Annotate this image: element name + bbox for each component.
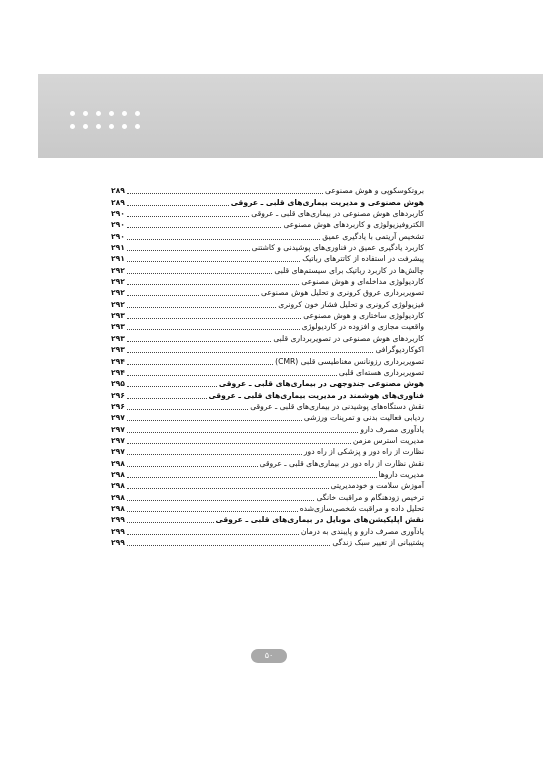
dot-leader (127, 477, 377, 478)
toc-entry-page: ۲۹۲ (111, 277, 125, 287)
toc-entry-title: نقش اپلیکیشن‌های موبایل در بیماری‌های قلبی ـ عروقی (215, 515, 424, 525)
dot-leader (127, 318, 301, 319)
toc-entry[interactable] (111, 298, 424, 309)
toc-entry-title: اکوکاردیوگرافی (375, 345, 424, 355)
toc-entry-title: تحلیل داده و مراقبت شخصی‌سازی‌شده (299, 503, 424, 513)
toc-entry-page: ۲۹۹ (111, 515, 125, 525)
dot-leader (127, 511, 298, 512)
toc-entry-page: ۲۹۳ (111, 311, 125, 321)
toc-entry-title: کاربردهای هوش مصنوعی در تصویربرداری قلبی (273, 333, 424, 343)
dot-leader (127, 250, 250, 251)
toc-entry[interactable] (111, 230, 424, 241)
toc-entry-title: بروتکوسکوپی و هوش مصنوعی (325, 186, 424, 196)
dot-leader (127, 216, 249, 217)
dot (70, 111, 75, 116)
toc-entry[interactable] (111, 423, 424, 434)
toc-entry-page: ۲۸۹ (111, 186, 125, 196)
toc-entry-title: کاربردهای هوش مصنوعی در بیماری‌های قلبی ـ عروقی (251, 209, 424, 219)
toc-entry[interactable] (111, 208, 424, 219)
dot-leader (127, 409, 248, 410)
toc-entry[interactable] (111, 503, 424, 514)
toc-entry-page: ۲۹۵ (111, 379, 125, 389)
toc-entry-title: واقعیت مجازی و افزوده در کاردیولوژی (301, 322, 424, 332)
toc-entry-page: ۲۹۳ (111, 333, 125, 343)
toc-entry[interactable] (111, 514, 424, 525)
toc-entry-page: ۲۹۴ (111, 367, 125, 377)
toc-entry-title: تصویربرداری رزونانس مغناطیسی قلبی (CMR) (275, 356, 424, 366)
toc-entry-page: ۲۹۸ (111, 492, 125, 502)
toc-entry-title: تصویربرداری عروق کرونری و تحلیل هوش مصنوعی (261, 288, 424, 298)
dot-leader (127, 295, 259, 296)
toc-entry-page: ۲۹۶ (111, 390, 125, 400)
toc-entry-page: ۲۹۳ (111, 322, 125, 332)
toc-entry-title: ردیابی فعالیت بدنی و تمرینات ورزشی (303, 413, 424, 423)
dot-leader (127, 420, 302, 421)
toc-entry-title: الکتروفیزیولوژی و کاربردهای هوش مصنوعی (283, 220, 424, 230)
toc-entry-page: ۲۹۴ (111, 356, 125, 366)
toc-entry[interactable] (111, 401, 424, 412)
dot (83, 124, 88, 129)
dot (83, 111, 88, 116)
dot-leader (127, 386, 217, 387)
toc-entry-title: کاردیولوژی مداخله‌ای و هوش مصنوعی (301, 277, 424, 287)
dot (109, 124, 114, 129)
toc-entry-title: آموزش سلامت و خودمدیریتی (330, 481, 424, 491)
toc-entry-page: ۲۹۸ (111, 481, 125, 491)
dot-leader (127, 352, 374, 353)
dot-leader (127, 534, 299, 535)
toc-entry[interactable] (111, 287, 424, 298)
toc-entry[interactable] (111, 264, 424, 275)
toc-entry[interactable] (111, 412, 424, 423)
toc-entry-title: هوش مصنوعی جندوجهی در بیماری‌های قلبی ـ عروقی (218, 379, 424, 389)
toc-entry[interactable] (111, 378, 424, 389)
dot-leader (127, 239, 320, 240)
toc-entry-title: تشخیص آریتمی با یادگیری عمیق (322, 231, 424, 241)
toc-entry-page: ۲۹۰ (111, 220, 125, 230)
toc-entry[interactable] (111, 355, 424, 366)
toc-entry-page: ۲۹۱ (111, 243, 125, 253)
page-number-badge: ۵۰ (251, 649, 287, 663)
toc-entry[interactable] (111, 367, 424, 378)
toc-entry-title: ترخیص زودهنگام و مراقبت خانگی (316, 492, 424, 502)
toc-entry[interactable] (111, 480, 424, 491)
toc-entry-page: ۲۸۹ (111, 197, 125, 207)
dot-leader (127, 273, 273, 274)
toc-entry-title: نظارت از راه دور و پزشکی از راه دور (303, 447, 424, 457)
toc-entry-title: یادآوری مصرف دارو و پایبندی به درمان (300, 526, 424, 536)
dot (109, 111, 114, 116)
toc-entry-page: ۲۹۷ (111, 435, 125, 445)
toc-entry[interactable] (111, 332, 424, 343)
toc-entry-title: هوش مصنوعی و مدیریت بیماری‌های قلبی ـ عروقی (230, 197, 424, 207)
toc-entry-page: ۲۹۸ (111, 458, 125, 468)
toc-entry[interactable] (111, 537, 424, 548)
toc-entry-page: ۲۹۹ (111, 538, 125, 547)
dot-leader (127, 375, 337, 376)
toc-entry-title: نقش دستگاه‌های پوشیدنی در بیماری‌های قلبی ـ عروقی (250, 401, 424, 411)
toc-entry-title: فناوری‌های هوشمند در مدیریت بیماری‌های قلبی ـ عروقی (208, 390, 424, 400)
toc-entry-page: ۲۹۷ (111, 413, 125, 423)
toc-entry-title: نقش نظارت از راه دور در بیماری‌های قلبی ـ عروقی (259, 458, 424, 468)
toc-entry-page: ۲۹۰ (111, 231, 125, 241)
dot-leader (127, 364, 273, 365)
toc-entry[interactable] (111, 242, 424, 253)
toc-entry-title: مدیریت داروها (378, 469, 424, 479)
dot-leader (127, 341, 271, 342)
dot (122, 111, 127, 116)
toc-entry[interactable] (111, 344, 424, 355)
toc-entry[interactable] (111, 219, 424, 230)
toc-entry-page: ۲۹۷ (111, 447, 125, 457)
dot-leader (127, 284, 299, 285)
toc-entry[interactable] (111, 185, 424, 196)
toc-entry-page: ۲۹۳ (111, 345, 125, 355)
dot-leader (127, 488, 329, 489)
toc-entry[interactable] (111, 196, 424, 207)
toc-entry-page: ۲۹۱ (111, 254, 125, 264)
dot (96, 124, 101, 129)
dot-leader (127, 545, 330, 546)
toc-entry[interactable] (111, 491, 424, 502)
dot-leader (127, 466, 258, 467)
dot (135, 111, 140, 116)
toc-entry[interactable] (111, 457, 424, 468)
toc-entry-title: پیشرفت در استفاده از کاتترهای رباتیک (302, 254, 424, 264)
toc-entry-page: ۲۹۲ (111, 265, 125, 275)
toc-entry-title: کاربرد یادگیری عمیق در فناوری‌های پوشیدنی و کاشتنی (251, 243, 424, 253)
toc-entry[interactable] (111, 389, 424, 400)
dot-leader (127, 522, 214, 523)
toc-entry[interactable] (111, 310, 424, 321)
toc-entry[interactable] (111, 253, 424, 264)
toc-entry-title: کاردیولوژی ساختاری و هوش مصنوعی (303, 311, 424, 321)
dot-leader (127, 193, 323, 194)
toc-entry-page: ۲۹۶ (111, 401, 125, 411)
dot (135, 124, 140, 129)
toc-entry-title: پشتیبانی از تغییر سبک زندگی (332, 538, 424, 547)
toc-entry-page: ۲۹۸ (111, 503, 125, 513)
dot-leader (127, 454, 302, 455)
dot-leader (127, 307, 276, 308)
dot (96, 111, 101, 116)
toc-entry-title: مدیریت استرس مزمن (352, 435, 424, 445)
toc-entry[interactable] (111, 321, 424, 332)
toc-entry[interactable] (111, 446, 424, 457)
dot-leader (127, 227, 282, 228)
dot-leader (127, 261, 300, 262)
toc-entry[interactable] (111, 276, 424, 287)
dot-leader (127, 205, 229, 206)
toc-entry-title: یادآوری مصرف دارو (360, 424, 424, 434)
table-of-contents (111, 185, 424, 548)
toc-entry-page: ۲۹۰ (111, 209, 125, 219)
dot-leader (127, 500, 315, 501)
dot (70, 124, 75, 129)
dot-leader (127, 432, 359, 433)
toc-entry-page: ۲۹۲ (111, 288, 125, 298)
dot-leader (127, 329, 300, 330)
toc-entry[interactable] (111, 435, 424, 446)
dot-leader (127, 398, 207, 399)
toc-entry-page: ۲۹۸ (111, 469, 125, 479)
dot (122, 124, 127, 129)
toc-entry-page: ۲۹۹ (111, 526, 125, 536)
toc-entry-title: فیزیولوژی کرونری و تحلیل فشار خون کرونری (278, 299, 424, 309)
toc-entry-title: چالش‌ها در کاربرد رباتیک برای سیستم‌های قلبی (274, 265, 424, 275)
toc-entry-page: ۲۹۲ (111, 299, 125, 309)
dot-leader (127, 443, 351, 444)
toc-entry[interactable] (111, 525, 424, 536)
decorative-dots (70, 111, 146, 131)
toc-entry[interactable] (111, 469, 424, 480)
toc-entry-title: تصویربرداری هسته‌ای قلبی (338, 367, 424, 377)
toc-entry-page: ۲۹۷ (111, 424, 125, 434)
